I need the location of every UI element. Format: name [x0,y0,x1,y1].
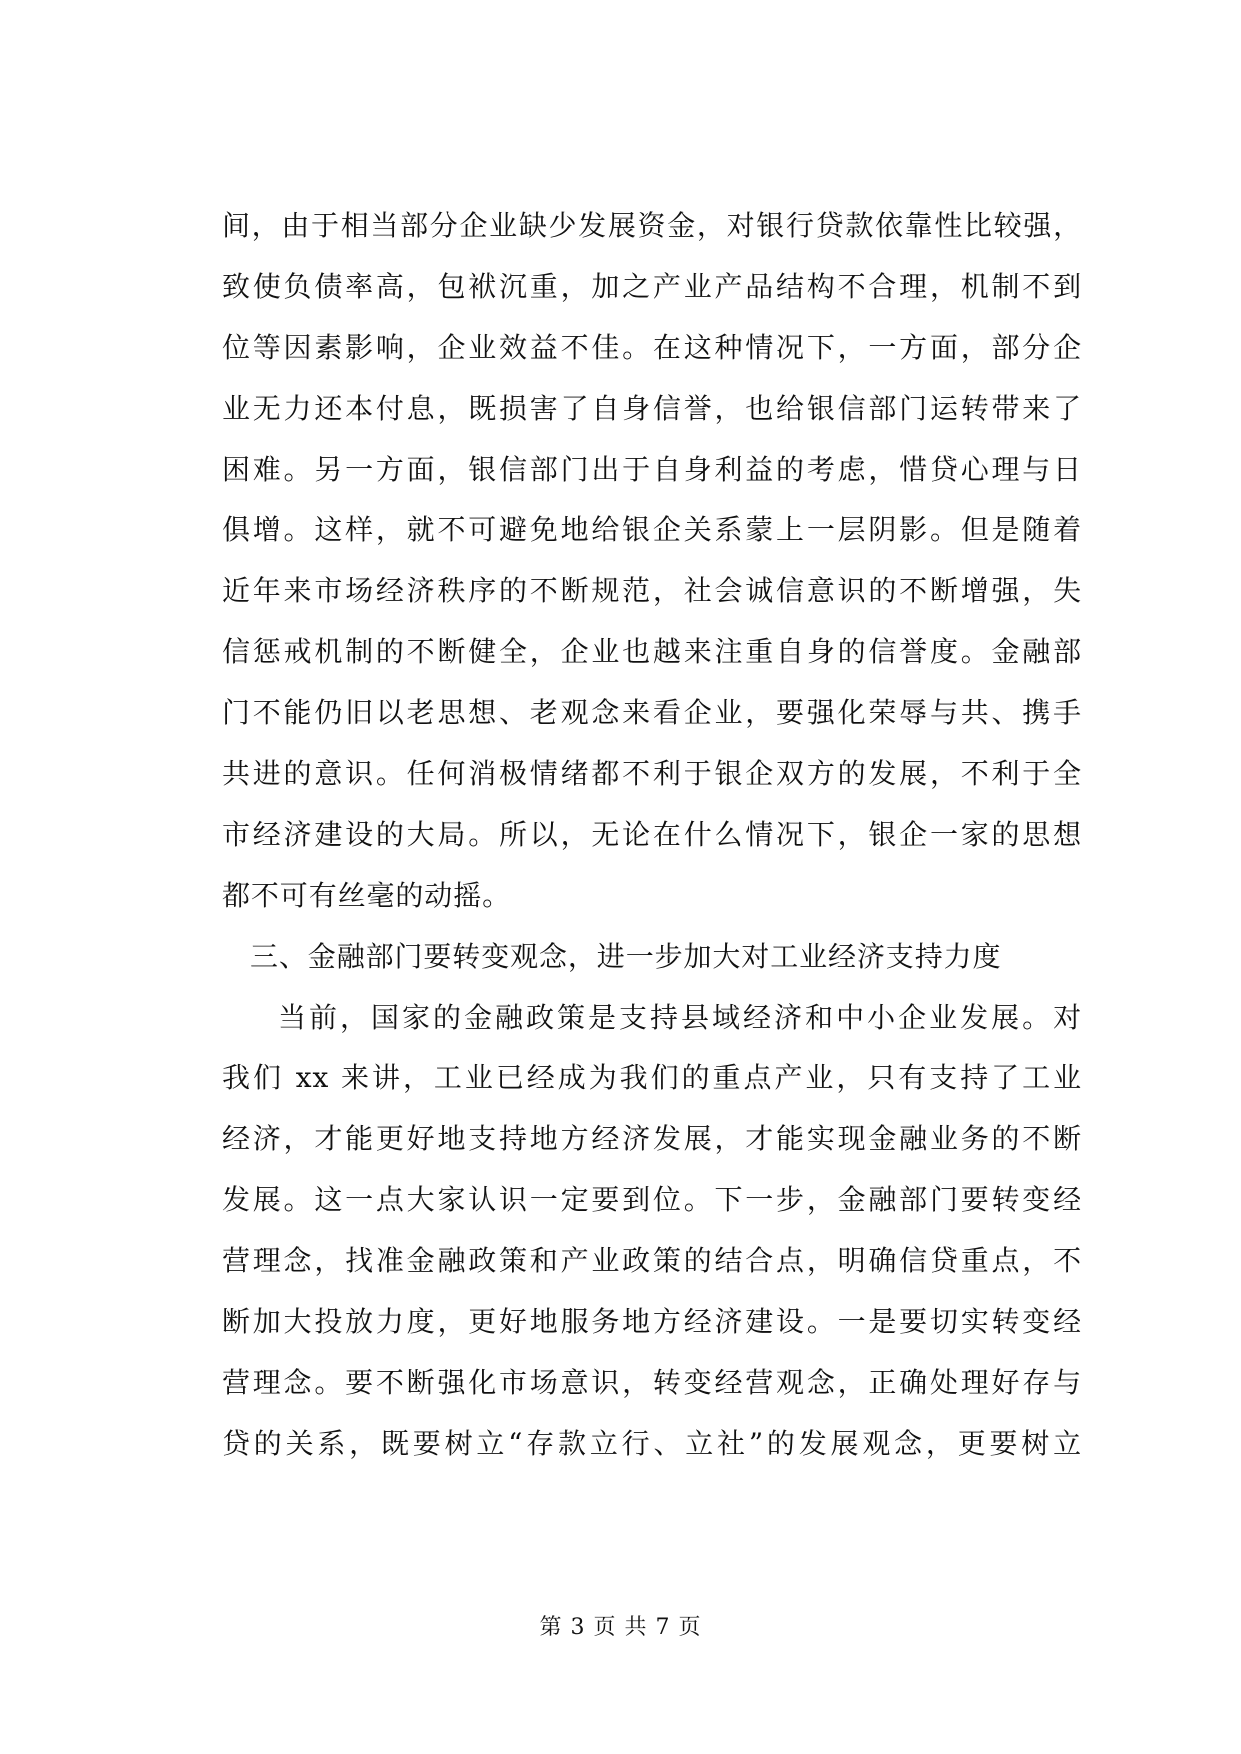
text-line: 营理念，找准金融政策和产业政策的结合点，明确信贷重点，不 [222,1244,1082,1278]
text-line: 市经济建设的大局。所以，无论在什么情况下，银企一家的思想 [222,817,1082,851]
document-body [222,196,1082,1475]
text-line: 我们 xx 来讲，工业已经成为我们的重点产业，只有支持了工业 [222,1061,1082,1095]
text-line: 断加大投放力度，更好地服务地方经济建设。一是要切实转变经 [222,1305,1082,1339]
page-number-footer: 第 3 页 共 7 页 [539,1615,702,1640]
text-line: 位等因素影响，企业效益不佳。在这种情况下，一方面，部分企 [222,330,1082,364]
text-line: 贷的关系，既要树立“存款立行、立社”的发展观念，更要树立 [222,1426,1082,1460]
text-line: 发展。这一点大家认识一定要到位。下一步，金融部门要转变经 [222,1183,1082,1217]
text-line: 信惩戒机制的不断健全，企业也越来注重自身的信誉度。金融部 [222,635,1082,669]
text-line: 都不可有丝毫的动摇。 [222,878,512,912]
section-heading: 三、金融部门要转变观念，进一步加大对工业经济支持力度 [250,939,1002,973]
text-line: 营理念。要不断强化市场意识，转变经营观念，正确处理好存与 [222,1365,1082,1399]
text-line: 近年来市场经济秩序的不断规范，社会诚信意识的不断增强，失 [222,574,1082,608]
text-line: 门不能仍旧以老思想、老观念来看企业，要强化荣辱与共、携手 [222,696,1082,730]
text-line: 俱增。这样，就不可避免地给银企关系蒙上一层阴影。但是随着 [222,513,1082,547]
text-line: 当前，国家的金融政策是支持县域经济和中小企业发展。对 [278,1000,1082,1034]
text-line: 致使负债率高，包袱沉重，加之产业产品结构不合理，机制不到 [222,269,1082,303]
text-line: 间，由于相当部分企业缺少发展资金，对银行贷款依靠性比较强， [222,209,1082,242]
text-line: 业无力还本付息，既损害了自身信誉，也给银信部门运转带来了 [222,391,1082,425]
text-line: 共进的意识。任何消极情绪都不利于银企双方的发展，不利于全 [222,757,1082,791]
text-line: 困难。另一方面，银信部门出于自身利益的考虑，惜贷心理与日 [222,452,1082,486]
text-line: 经济，才能更好地支持地方经济发展，才能实现金融业务的不断 [222,1122,1082,1156]
